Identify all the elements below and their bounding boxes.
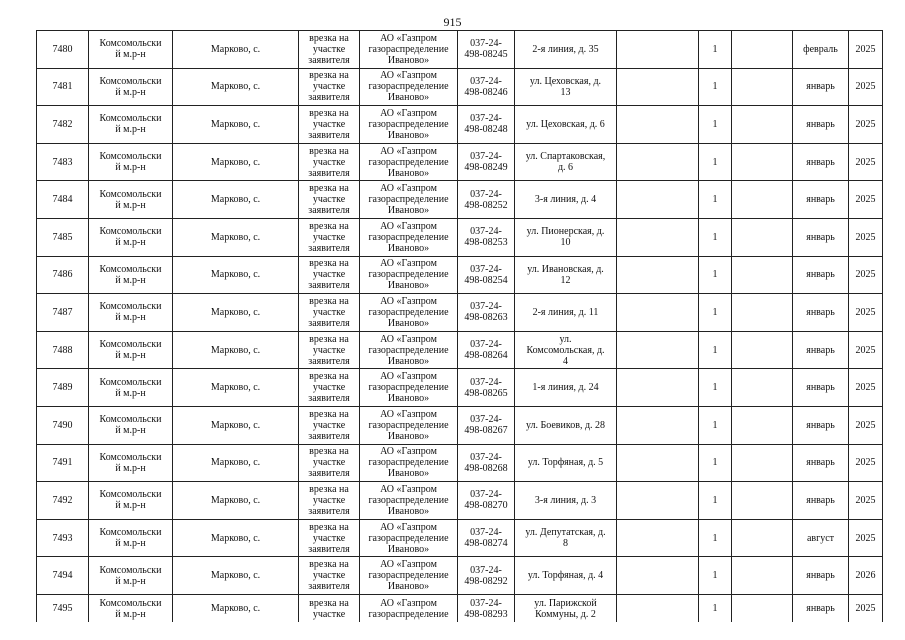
connection-type-cell: врезка на участке — [299, 594, 360, 622]
row-number-cell: 7480 — [37, 31, 89, 69]
object-code-cell: 037-24- 498-08264 — [458, 331, 515, 369]
empty-cell — [732, 369, 793, 407]
district-cell: Комсомольски й м.р-н — [89, 218, 173, 256]
address-cell: ул. Депутатская, д. 8 — [515, 519, 617, 557]
month-cell: январь — [793, 68, 849, 106]
row-number-cell: 7487 — [37, 294, 89, 332]
row-number-cell: 7492 — [37, 482, 89, 520]
table-row — [37, 444, 883, 482]
object-code-cell: 037-24- 498-08246 — [458, 68, 515, 106]
row-number-cell: 7489 — [37, 369, 89, 407]
connection-type-cell: врезка на участке заявителя — [299, 143, 360, 181]
empty-cell — [617, 519, 699, 557]
empty-cell — [732, 181, 793, 219]
locality-cell: Марково, с. — [173, 482, 299, 520]
empty-cell — [732, 68, 793, 106]
district-cell: Комсомольски й м.р-н — [89, 294, 173, 332]
quantity-cell: 1 — [699, 68, 732, 106]
district-cell: Комсомольски й м.р-н — [89, 331, 173, 369]
quantity-cell: 1 — [699, 181, 732, 219]
year-cell: 2025 — [849, 218, 883, 256]
quantity-cell: 1 — [699, 31, 732, 69]
organization-cell: АО «Газпром газораспределение Иваново» — [360, 68, 458, 106]
address-cell: ул. Спартаковская, д. 6 — [515, 143, 617, 181]
year-cell: 2025 — [849, 444, 883, 482]
month-cell: январь — [793, 444, 849, 482]
organization-cell: АО «Газпром газораспределение Иваново» — [360, 482, 458, 520]
organization-cell: АО «Газпром газораспределение — [360, 594, 458, 622]
quantity-cell: 1 — [699, 256, 732, 294]
organization-cell: АО «Газпром газораспределение Иваново» — [360, 31, 458, 69]
table-row — [37, 218, 883, 256]
organization-cell: АО «Газпром газораспределение Иваново» — [360, 331, 458, 369]
address-cell: 3-я линия, д. 3 — [515, 482, 617, 520]
address-cell: ул. Торфяная, д. 4 — [515, 557, 617, 595]
object-code-cell: 037-24- 498-08274 — [458, 519, 515, 557]
empty-cell — [732, 218, 793, 256]
empty-cell — [617, 444, 699, 482]
district-cell: Комсомольски й м.р-н — [89, 68, 173, 106]
quantity-cell: 1 — [699, 106, 732, 144]
year-cell: 2025 — [849, 256, 883, 294]
row-number-cell: 7481 — [37, 68, 89, 106]
organization-cell: АО «Газпром газораспределение Иваново» — [360, 294, 458, 332]
object-code-cell: 037-24- 498-08248 — [458, 106, 515, 144]
address-cell: 2-я линия, д. 11 — [515, 294, 617, 332]
year-cell: 2025 — [849, 369, 883, 407]
empty-cell — [732, 331, 793, 369]
year-cell: 2025 — [849, 594, 883, 622]
row-number-cell: 7485 — [37, 218, 89, 256]
locality-cell: Марково, с. — [173, 557, 299, 595]
month-cell: январь — [793, 218, 849, 256]
empty-cell — [617, 218, 699, 256]
row-number-cell: 7495 — [37, 594, 89, 622]
district-cell: Комсомольски й м.р-н — [89, 369, 173, 407]
locality-cell: Марково, с. — [173, 31, 299, 69]
year-cell: 2025 — [849, 331, 883, 369]
table-row — [37, 31, 883, 69]
locality-cell: Марково, с. — [173, 294, 299, 332]
empty-cell — [732, 256, 793, 294]
object-code-cell: 037-24- 498-08253 — [458, 218, 515, 256]
empty-cell — [617, 331, 699, 369]
year-cell: 2025 — [849, 181, 883, 219]
year-cell: 2025 — [849, 106, 883, 144]
address-cell: ул. Цеховская, д. 6 — [515, 106, 617, 144]
month-cell: январь — [793, 331, 849, 369]
quantity-cell: 1 — [699, 218, 732, 256]
quantity-cell: 1 — [699, 444, 732, 482]
address-cell: 3-я линия, д. 4 — [515, 181, 617, 219]
table-row — [37, 106, 883, 144]
address-cell: ул. Парижской Коммуны, д. 2 — [515, 594, 617, 622]
month-cell: январь — [793, 143, 849, 181]
district-cell: Комсомольски й м.р-н — [89, 106, 173, 144]
row-number-cell: 7484 — [37, 181, 89, 219]
empty-cell — [617, 256, 699, 294]
quantity-cell: 1 — [699, 519, 732, 557]
table-row — [37, 557, 883, 595]
month-cell: январь — [793, 557, 849, 595]
year-cell: 2025 — [849, 143, 883, 181]
connection-type-cell: врезка на участке заявителя — [299, 68, 360, 106]
address-cell: 2-я линия, д. 35 — [515, 31, 617, 69]
empty-cell — [617, 106, 699, 144]
address-cell: ул. Цеховская, д. 13 — [515, 68, 617, 106]
quantity-cell: 1 — [699, 406, 732, 444]
district-cell: Комсомольски й м.р-н — [89, 594, 173, 622]
address-cell: ул. Комсомольская, д. 4 — [515, 331, 617, 369]
connection-type-cell: врезка на участке заявителя — [299, 406, 360, 444]
quantity-cell: 1 — [699, 557, 732, 595]
empty-cell — [732, 143, 793, 181]
gasification-table — [36, 30, 883, 622]
connection-type-cell: врезка на участке заявителя — [299, 106, 360, 144]
object-code-cell: 037-24- 498-08254 — [458, 256, 515, 294]
locality-cell: Марково, с. — [173, 218, 299, 256]
month-cell: январь — [793, 181, 849, 219]
empty-cell — [617, 181, 699, 219]
quantity-cell: 1 — [699, 594, 732, 622]
row-number-cell: 7483 — [37, 143, 89, 181]
organization-cell: АО «Газпром газораспределение Иваново» — [360, 143, 458, 181]
organization-cell: АО «Газпром газораспределение Иваново» — [360, 369, 458, 407]
object-code-cell: 037-24- 498-08293 — [458, 594, 515, 622]
connection-type-cell: врезка на участке заявителя — [299, 444, 360, 482]
object-code-cell: 037-24- 498-08270 — [458, 482, 515, 520]
table-body — [37, 31, 883, 623]
district-cell: Комсомольски й м.р-н — [89, 519, 173, 557]
organization-cell: АО «Газпром газораспределение Иваново» — [360, 181, 458, 219]
table-row — [37, 68, 883, 106]
district-cell: Комсомольски й м.р-н — [89, 444, 173, 482]
locality-cell: Марково, с. — [173, 519, 299, 557]
month-cell: январь — [793, 256, 849, 294]
empty-cell — [732, 106, 793, 144]
table-row — [37, 406, 883, 444]
empty-cell — [732, 519, 793, 557]
address-cell: ул. Боевиков, д. 28 — [515, 406, 617, 444]
address-cell: ул. Пионерская, д. 10 — [515, 218, 617, 256]
table-row — [37, 331, 883, 369]
year-cell: 2025 — [849, 31, 883, 69]
empty-cell — [617, 31, 699, 69]
year-cell: 2025 — [849, 482, 883, 520]
connection-type-cell: врезка на участке заявителя — [299, 31, 360, 69]
row-number-cell: 7486 — [37, 256, 89, 294]
organization-cell: АО «Газпром газораспределение Иваново» — [360, 256, 458, 294]
empty-cell — [732, 406, 793, 444]
locality-cell: Марково, с. — [173, 181, 299, 219]
connection-type-cell: врезка на участке заявителя — [299, 331, 360, 369]
district-cell: Комсомольски й м.р-н — [89, 482, 173, 520]
row-number-cell: 7493 — [37, 519, 89, 557]
quantity-cell: 1 — [699, 482, 732, 520]
locality-cell: Марково, с. — [173, 594, 299, 622]
object-code-cell: 037-24- 498-08292 — [458, 557, 515, 595]
empty-cell — [732, 294, 793, 332]
year-cell: 2025 — [849, 406, 883, 444]
table-row — [37, 256, 883, 294]
district-cell: Комсомольски й м.р-н — [89, 181, 173, 219]
address-cell: ул. Ивановская, д. 12 — [515, 256, 617, 294]
object-code-cell: 037-24- 498-08268 — [458, 444, 515, 482]
locality-cell: Марково, с. — [173, 444, 299, 482]
district-cell: Комсомольски й м.р-н — [89, 143, 173, 181]
quantity-cell: 1 — [699, 294, 732, 332]
organization-cell: АО «Газпром газораспределение Иваново» — [360, 106, 458, 144]
table-row — [37, 181, 883, 219]
empty-cell — [617, 482, 699, 520]
table-row — [37, 519, 883, 557]
table-row — [37, 369, 883, 407]
organization-cell: АО «Газпром газораспределение Иваново» — [360, 557, 458, 595]
object-code-cell: 037-24- 498-08265 — [458, 369, 515, 407]
empty-cell — [732, 444, 793, 482]
month-cell: январь — [793, 594, 849, 622]
month-cell: январь — [793, 106, 849, 144]
month-cell: февраль — [793, 31, 849, 69]
address-cell: ул. Торфяная, д. 5 — [515, 444, 617, 482]
locality-cell: Марково, с. — [173, 406, 299, 444]
row-number-cell: 7491 — [37, 444, 89, 482]
month-cell: январь — [793, 294, 849, 332]
connection-type-cell: врезка на участке заявителя — [299, 181, 360, 219]
address-cell: 1-я линия, д. 24 — [515, 369, 617, 407]
empty-cell — [732, 594, 793, 622]
year-cell: 2025 — [849, 294, 883, 332]
quantity-cell: 1 — [699, 331, 732, 369]
row-number-cell: 7494 — [37, 557, 89, 595]
empty-cell — [617, 594, 699, 622]
district-cell: Комсомольски й м.р-н — [89, 557, 173, 595]
object-code-cell: 037-24- 498-08249 — [458, 143, 515, 181]
empty-cell — [617, 369, 699, 407]
locality-cell: Марково, с. — [173, 369, 299, 407]
object-code-cell: 037-24- 498-08267 — [458, 406, 515, 444]
table-row — [37, 294, 883, 332]
organization-cell: АО «Газпром газораспределение Иваново» — [360, 444, 458, 482]
row-number-cell: 7490 — [37, 406, 89, 444]
page-number: 915 — [443, 15, 462, 29]
year-cell: 2026 — [849, 557, 883, 595]
table-row — [37, 594, 883, 622]
empty-cell — [617, 68, 699, 106]
row-number-cell: 7488 — [37, 331, 89, 369]
connection-type-cell: врезка на участке заявителя — [299, 557, 360, 595]
connection-type-cell: врезка на участке заявителя — [299, 482, 360, 520]
empty-cell — [732, 482, 793, 520]
empty-cell — [617, 557, 699, 595]
connection-type-cell: врезка на участке заявителя — [299, 519, 360, 557]
table-row — [37, 143, 883, 181]
locality-cell: Марково, с. — [173, 68, 299, 106]
quantity-cell: 1 — [699, 369, 732, 407]
empty-cell — [617, 294, 699, 332]
locality-cell: Марково, с. — [173, 143, 299, 181]
table-row — [37, 482, 883, 520]
connection-type-cell: врезка на участке заявителя — [299, 369, 360, 407]
empty-cell — [617, 143, 699, 181]
object-code-cell: 037-24- 498-08263 — [458, 294, 515, 332]
locality-cell: Марково, с. — [173, 106, 299, 144]
year-cell: 2025 — [849, 519, 883, 557]
district-cell: Комсомольски й м.р-н — [89, 256, 173, 294]
year-cell: 2025 — [849, 68, 883, 106]
object-code-cell: 037-24- 498-08252 — [458, 181, 515, 219]
connection-type-cell: врезка на участке заявителя — [299, 256, 360, 294]
connection-type-cell: врезка на участке заявителя — [299, 218, 360, 256]
locality-cell: Марково, с. — [173, 331, 299, 369]
object-code-cell: 037-24- 498-08245 — [458, 31, 515, 69]
organization-cell: АО «Газпром газораспределение Иваново» — [360, 218, 458, 256]
connection-type-cell: врезка на участке заявителя — [299, 294, 360, 332]
row-number-cell: 7482 — [37, 106, 89, 144]
organization-cell: АО «Газпром газораспределение Иваново» — [360, 519, 458, 557]
locality-cell: Марково, с. — [173, 256, 299, 294]
district-cell: Комсомольски й м.р-н — [89, 31, 173, 69]
quantity-cell: 1 — [699, 143, 732, 181]
empty-cell — [732, 557, 793, 595]
organization-cell: АО «Газпром газораспределение Иваново» — [360, 406, 458, 444]
month-cell: январь — [793, 406, 849, 444]
month-cell: январь — [793, 369, 849, 407]
empty-cell — [617, 406, 699, 444]
month-cell: январь — [793, 482, 849, 520]
district-cell: Комсомольски й м.р-н — [89, 406, 173, 444]
month-cell: август — [793, 519, 849, 557]
empty-cell — [732, 31, 793, 69]
